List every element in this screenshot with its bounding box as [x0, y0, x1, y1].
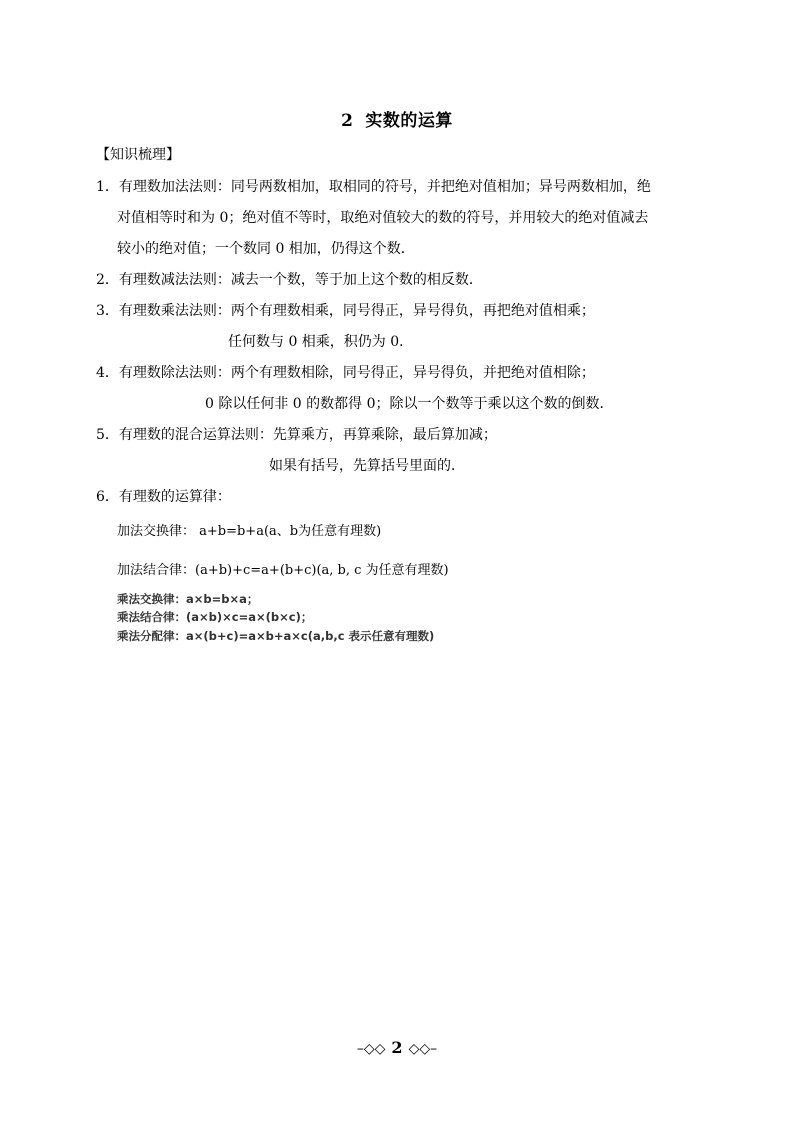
multiplication-commutative-law: 乘法交换律：a×b=b×a； [117, 592, 259, 606]
rule-4-line-2: 0 除以任何非 0 的数都得 0；除以一个数等于乘以这个数的倒数． [205, 396, 614, 412]
rule-4-line-1: 4．有理数除法法则：两个有理数相除，同号得正，异号得负，并把绝对值相除； [96, 365, 595, 381]
multiplication-associative-law: 乘法结合律：(a×b)×c=a×(b×c)； [117, 610, 313, 624]
rule-1-line-3: 较小的绝对值；一个数同 0 相加，仍得这个数． [117, 241, 415, 257]
page-title [0, 106, 794, 131]
addition-associative-law: 加法结合律：(a+b)+c=a+(b+c)(a, b, c 为任意有理数) [117, 563, 449, 578]
page-number: 2 [391, 1038, 403, 1057]
rule-5-line-2: 如果有括号，先算括号里面的． [269, 458, 465, 474]
rule-3-line-1: 3．有理数乘法法则：两个有理数相乘，同号得正，异号得负，再把绝对值相乘； [96, 303, 595, 319]
page-footer [0, 1038, 794, 1057]
footer-left-decoration: –◇◇ [356, 1041, 386, 1057]
rule-5-line-1: 5．有理数的混合运算法则：先算乘方，再算乘除，最后算加减； [96, 427, 497, 443]
rule-1-line-1: 1．有理数加法法则：同号两数相加，取相同的符号，并把绝对值相加；异号两数相加，绝 [96, 179, 651, 195]
rule-1-line-2: 对值相等时和为 0；绝对值不等时，取绝对值较大的数的符号，并用较大的绝对值减去 [117, 210, 649, 226]
rule-2: 2．有理数减法法则：减去一个数，等于加上这个数的相反数． [96, 272, 483, 288]
title-text: 实数的运算 [365, 111, 453, 131]
multiplication-distributive-law: 乘法分配律：a×(b+c)=a×b+a×c(a,b,c 表示任意有理数) [117, 629, 435, 643]
addition-commutative-law: 加法交换律： a+b=b+a(a、b为任意有理数) [117, 524, 382, 539]
rule-6-heading: 6．有理数的运算律： [96, 489, 231, 505]
title-number: 2 [341, 111, 354, 131]
footer-right-decoration: ◇◇– [408, 1041, 438, 1057]
section-heading: 【知识梳理】 [96, 147, 180, 163]
rule-3-line-2: 任何数与 0 相乘，积仍为 0． [228, 334, 414, 350]
